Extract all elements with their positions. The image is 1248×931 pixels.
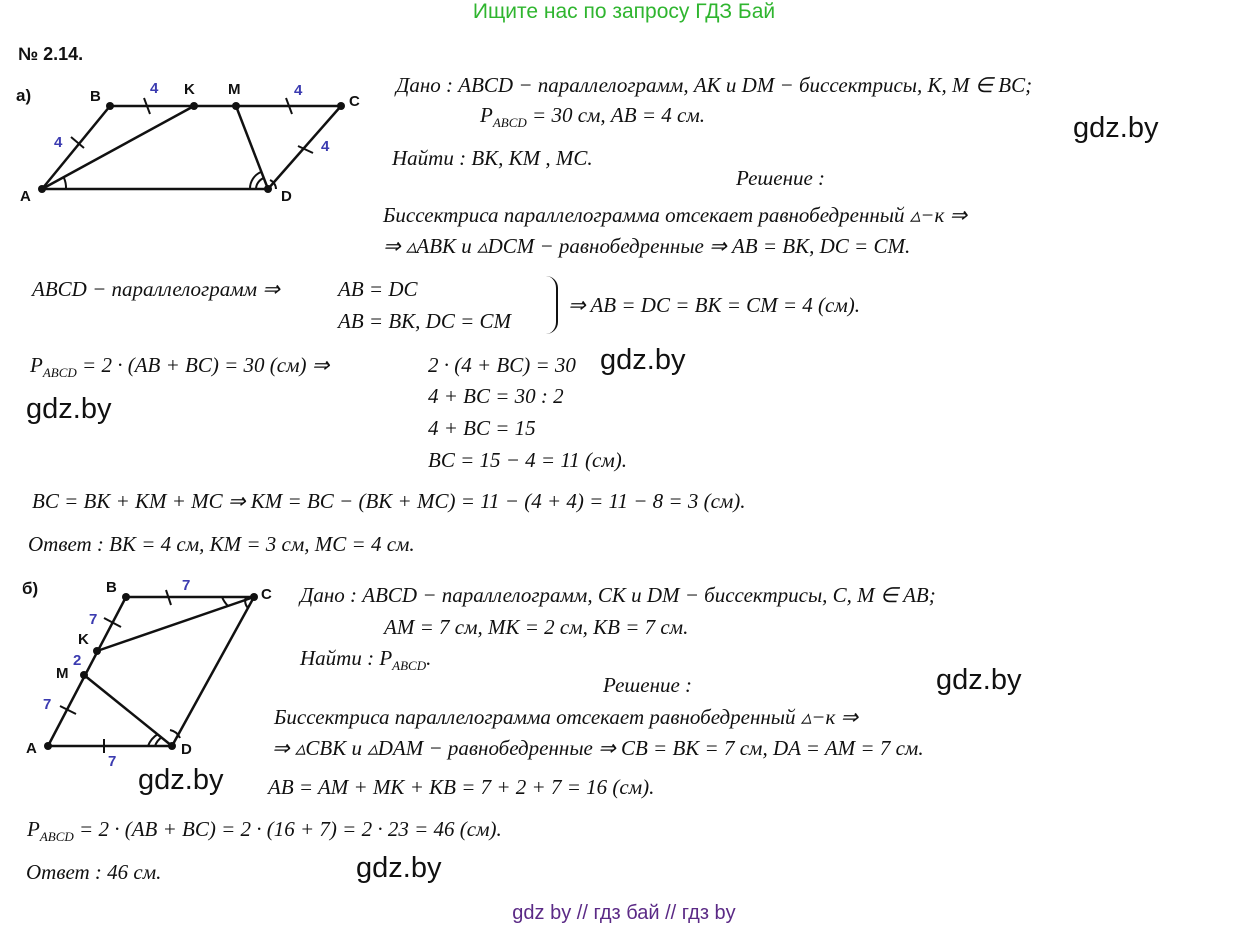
vertex-label-a: A — [20, 188, 31, 205]
point-c — [250, 593, 258, 601]
part-a-label: а) — [16, 86, 32, 105]
part-a-step-4-symbol: P — [30, 353, 43, 377]
bisector-dm — [84, 675, 172, 746]
side-label-am: 7 — [43, 696, 52, 713]
side-label-mk: 2 — [73, 652, 82, 669]
side-label-bc: 7 — [182, 577, 191, 594]
side-label-ab: 4 — [54, 134, 63, 151]
watermark-6: gdz.by — [356, 852, 442, 884]
vertex-label-d: D — [181, 741, 192, 758]
part-b-given-2: AM = 7 см, MK = 2 см, KB = 7 см. — [384, 615, 689, 639]
point-m — [80, 671, 88, 679]
side-label-mc: 4 — [294, 82, 303, 99]
part-b-solution-title: Решение : — [603, 673, 693, 697]
vertex-label-m: M — [228, 81, 241, 98]
watermark-3: gdz.by — [26, 393, 112, 425]
part-a-step-5: BC = BK + KM + MC ⇒ KM = BC − (BK + MC) = 11 − (4 + 4) = 11 − 8 = 3 (см). — [32, 489, 746, 513]
part-a-step-4 — [30, 353, 329, 381]
vertex-label-b: B — [106, 579, 117, 596]
part-a-perimeter-symbol: P — [480, 103, 493, 127]
tick-kb — [104, 618, 121, 627]
vertex-label-c: C — [349, 93, 360, 110]
footer-link-text[interactable]: gdz by // гдз бай // гдз by — [512, 902, 736, 924]
part-a-given-2-rest: = 30 см, AB = 4 см. — [526, 103, 705, 127]
part-a-step-3b: AB = BK, DC = CM — [338, 309, 512, 333]
part-a-solution-title: Решение : — [736, 166, 826, 190]
side-label-cd: 4 — [321, 138, 330, 155]
angle-mark-c — [222, 597, 228, 606]
part-a-given-1: Дано : ABCD − параллелограмм, AK и DM − биссектрисы, K, M ∈ BC; — [396, 73, 1033, 97]
part-a-step-3a: AB = DC — [338, 277, 418, 301]
point-a — [44, 742, 52, 750]
point-m — [232, 102, 240, 110]
part-a-find: Найти : BK, KM , MC. — [392, 146, 593, 170]
part-b-step-4-subscript: ABCD — [39, 829, 74, 844]
part-b-find-suffix: . — [426, 646, 432, 670]
point-c — [337, 102, 345, 110]
part-a-perimeter-subscript: ABCD — [492, 115, 527, 130]
side-cd — [268, 106, 341, 189]
vertex-label-m: M — [56, 665, 69, 682]
part-b-step-1: Биссектриса параллелограмма отсекает равнобедренный ▵−к ⇒ — [274, 705, 859, 729]
part-a-step-1: Биссектриса параллелограмма отсекает равнобедренный ▵−к ⇒ — [383, 203, 968, 227]
vertex-label-a: A — [26, 740, 37, 757]
angle-mark-a — [64, 178, 66, 189]
part-a-step-2: ⇒ ▵ABK и ▵DCM − равнобедренные ⇒ AB = BK, DC = CM. — [383, 234, 911, 258]
angle-mark-d2 — [256, 178, 264, 189]
part-a-step-4d: BC = 15 − 4 = 11 (см). — [428, 448, 627, 472]
part-a-answer: Ответ : BK = 4 см, KM = 3 см, MC = 4 см. — [28, 532, 415, 556]
angle-mark-d3 — [170, 730, 180, 738]
header-banner: Ищите нас по запросу ГДЗ Бай — [472, 0, 776, 23]
part-a-given-2 — [480, 103, 705, 131]
problem-number: № 2.14. — [18, 44, 84, 64]
watermark-2: gdz.by — [600, 344, 686, 376]
point-b — [122, 593, 130, 601]
part-b-step-4-rest: = 2 · (AB + BC) = 2 · (16 + 7) = 2 · 23 = 46 (см). — [73, 817, 502, 841]
point-d — [168, 742, 176, 750]
part-b-find — [300, 646, 431, 674]
part-b-step-4 — [27, 817, 502, 845]
vertex-label-k: K — [78, 631, 89, 648]
part-b-step-4-symbol: P — [27, 817, 40, 841]
part-b-step-3: AB = AM + MK + KB = 7 + 2 + 7 = 16 (см). — [268, 775, 655, 799]
part-a-step-3: ABCD − параллелограмм ⇒ — [32, 277, 280, 301]
side-cd — [172, 597, 254, 746]
point-b — [106, 102, 114, 110]
point-d — [264, 185, 272, 193]
part-a-step-4c: 4 + BC = 15 — [428, 416, 536, 440]
bisector-dm — [236, 106, 268, 189]
part-b-given-1: Дано : ABCD − параллелограмм, CK и DM − биссектрисы, C, M ∈ AB; — [300, 583, 936, 607]
part-b-find-subscript: ABCD — [392, 658, 427, 673]
watermark-5: gdz.by — [138, 764, 224, 796]
part-a-figure — [0, 70, 380, 210]
bisector-ak — [42, 106, 194, 189]
vertex-label-c: C — [261, 586, 272, 603]
point-a — [38, 185, 46, 193]
part-b-answer: Ответ : 46 см. — [26, 860, 162, 884]
part-b-figure — [0, 570, 290, 770]
part-a-step-3c: ⇒ AB = DC = BK = CM = 4 (см). — [568, 293, 861, 317]
part-a-brace — [546, 276, 558, 334]
side-ab — [42, 106, 110, 189]
watermark-4: gdz.by — [936, 664, 1022, 696]
part-a-step-4-rest: = 2 · (AB + BC) = 30 (см) ⇒ — [76, 353, 330, 377]
watermark-1: gdz.by — [1073, 112, 1159, 144]
side-label-bk: 4 — [150, 80, 159, 97]
side-label-kb: 7 — [89, 611, 98, 628]
angle-mark-d2 — [155, 737, 162, 746]
part-b-step-2: ⇒ ▵CBK и ▵DAM − равнобедренные ⇒ CB = BK = 7 см, DA = AM = 7 см. — [272, 736, 924, 760]
point-k — [190, 102, 198, 110]
point-k — [93, 647, 101, 655]
vertex-label-k: K — [184, 81, 195, 98]
part-a-step-4-subscript: ABCD — [42, 365, 77, 380]
part-a-step-4a: 2 · (4 + BC) = 30 — [428, 353, 576, 377]
side-label-ad: 7 — [108, 753, 117, 770]
part-b-find-text: Найти : P — [300, 646, 393, 670]
part-b-label: б) — [22, 579, 39, 598]
vertex-label-d: D — [281, 188, 292, 205]
vertex-label-b: B — [90, 88, 101, 105]
part-a-step-4b: 4 + BC = 30 : 2 — [428, 384, 564, 408]
